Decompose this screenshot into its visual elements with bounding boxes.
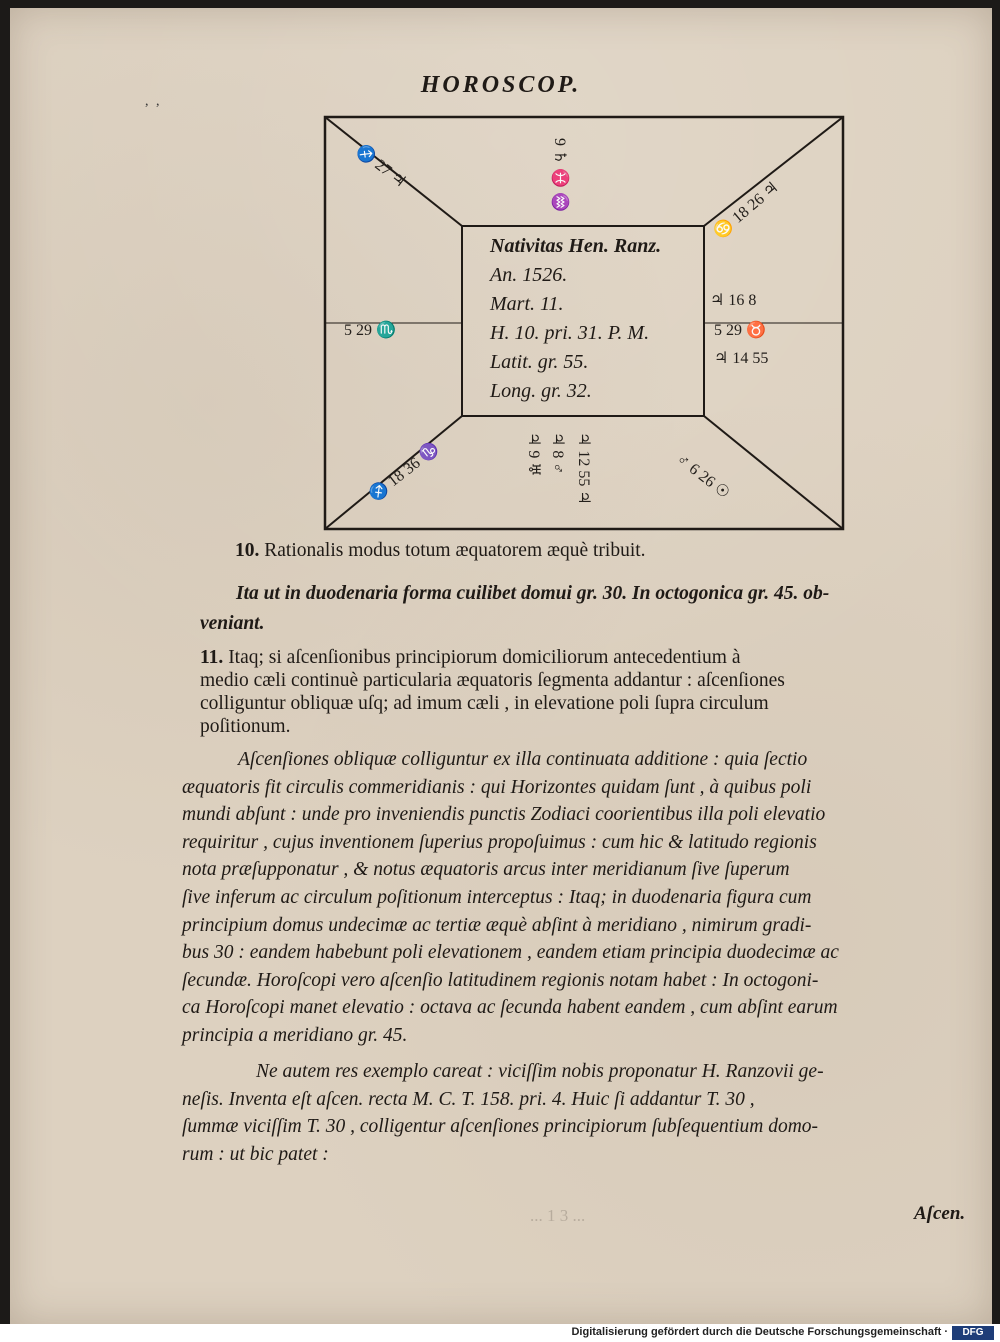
house-cell-bottom-mid-a: ♃ 9 ♅ [525,432,542,477]
text-line: ſive inferum ac circulum poſitionum interceptus : Itaq; in duodenaria figura cum [182,886,812,908]
text-line: medio cæli continuè particularia æquatoris ſegmenta addantur : aſcenſiones [200,670,785,691]
house-cell-bottom-mid-b: ♃ 8 ♂ [549,432,566,475]
text-line: poſitionum. [200,716,291,737]
paragraph-number: 10. [235,540,260,561]
text-line: principia a meridiano gr. 45. [182,1024,408,1046]
nativity-line: Long. gr. 32. [490,380,592,402]
text-line: requiritur , cujus inventionem ſuperius propoſuimus : cum hic & latitudo regionis [182,831,817,853]
page-marker: , , [145,94,162,109]
nativity-line: An. 1526. [490,264,568,286]
text-line: Aſcenſiones obliquæ colliguntur ex illa continuata additione : quia ſectio [238,749,808,770]
nativity-line: Mart. 11. [490,293,564,315]
text-line: ſecundæ. Horoſcopi vero aſcenſio latitudinem regionis notam habet : In octogoni- [182,969,819,991]
house-cell-top: 9 ♄ ♓ ♒ [551,138,568,213]
house-cell-right-b: 5 29 ♉ [714,322,766,339]
house-cell-right-a: ♃ 16 8 [710,292,757,309]
nativity-line: Latit. gr. 55. [490,351,589,373]
text-line: bus 30 : eandem habebunt poli elevationem , eandem etiam principia duodecimæ ac [182,942,839,964]
text-line: rum : ut bic patet : [182,1143,329,1165]
house-cell-bottom-mid-c: ♃ 12 55 ♃ [575,432,592,505]
nativity-title: Nativitas Hen. Ranz. [490,235,662,257]
paragraph-10 [235,540,1000,562]
text-line: neſis. Inventa eſt aſcen. recta M. C. T. 158. pri. 4. Huic ſi addantur T. 30 , [182,1088,755,1110]
show-through-text: ... 1 3 ... [530,1206,586,1225]
house-cell-top-right: ♋ 18 26 ♃ [711,178,782,243]
dfg-logo-icon: DFG [952,1326,994,1340]
house-cell-top-left: ♐ 27 ♃ [352,141,410,192]
text-line: principium domus undecimæ ac tertiæ æquè abſint à meridiano , nimirum gradi- [182,914,812,936]
text-line: mundi abſunt : unde pro inveniendis punctis Zodiaci coorientibus illa poli elevatio [182,804,826,826]
house-cell-left: 5 29 ♏ [344,322,396,339]
house-cell-bottom-right: ♂ 6 26 ☉ [673,450,733,503]
paragraph-number: 11. [200,647,224,668]
text-line: ca Horoſcopi manet elevatio : octava ac ſecunda habent eandem , cum abſint earum [182,997,838,1019]
book-page [10,8,992,1324]
text-line: nota præſupponatur , & notus æquatoris arcus inter meridianum ſive ſuperum [182,859,790,881]
house-cell-right-c: ♃ 14 55 [714,350,769,367]
horoscope-chart [322,114,847,534]
nativity-box [462,226,704,416]
paragraph-13 [182,1058,982,1168]
text-line: veniant. [200,613,265,634]
running-head: HOROSCOP. [420,72,582,98]
paragraph-11 [200,646,1000,738]
paragraph-text: Rationalis modus totum æquatorem æquè tribuit. [264,540,646,561]
text-line: Itaq; si aſcenſionibus principiorum domiciliorum antecedentium à [228,647,741,668]
text-line: æquatoris fit circulis commeridianis : qui Horizontes quidam ſunt , à quibus poli [182,776,812,798]
nativity-line: H. 10. pri. 31. P. M. [490,322,650,344]
text-line: Ita ut in duodenaria forma cuilibet domui gr. 30. In octogonica gr. 45. ob- [236,583,830,604]
text-line: colliguntur obliquæ uſq; ad imum cæli , in elevatione poli ſupra circulum [200,693,769,714]
funding-credit: Digitalisierung gefördert durch die Deutsche Forschungsgemeinschaft · [571,1326,948,1338]
paragraph-10-comment [200,579,1000,639]
paragraph-12 [182,746,982,1050]
text-line: ſummæ viciſſim T. 30 , colligentur aſcenſiones principiorum ſubſequentium domo- [182,1116,819,1138]
house-cell-bottom-left: ♐ 18 36 ♑ [365,439,443,505]
text-line: Ne autem res exemplo careat : viciſſim nobis proponatur H. Ranzovii ge- [256,1061,824,1082]
catchword: Aſcen. [914,1203,966,1224]
